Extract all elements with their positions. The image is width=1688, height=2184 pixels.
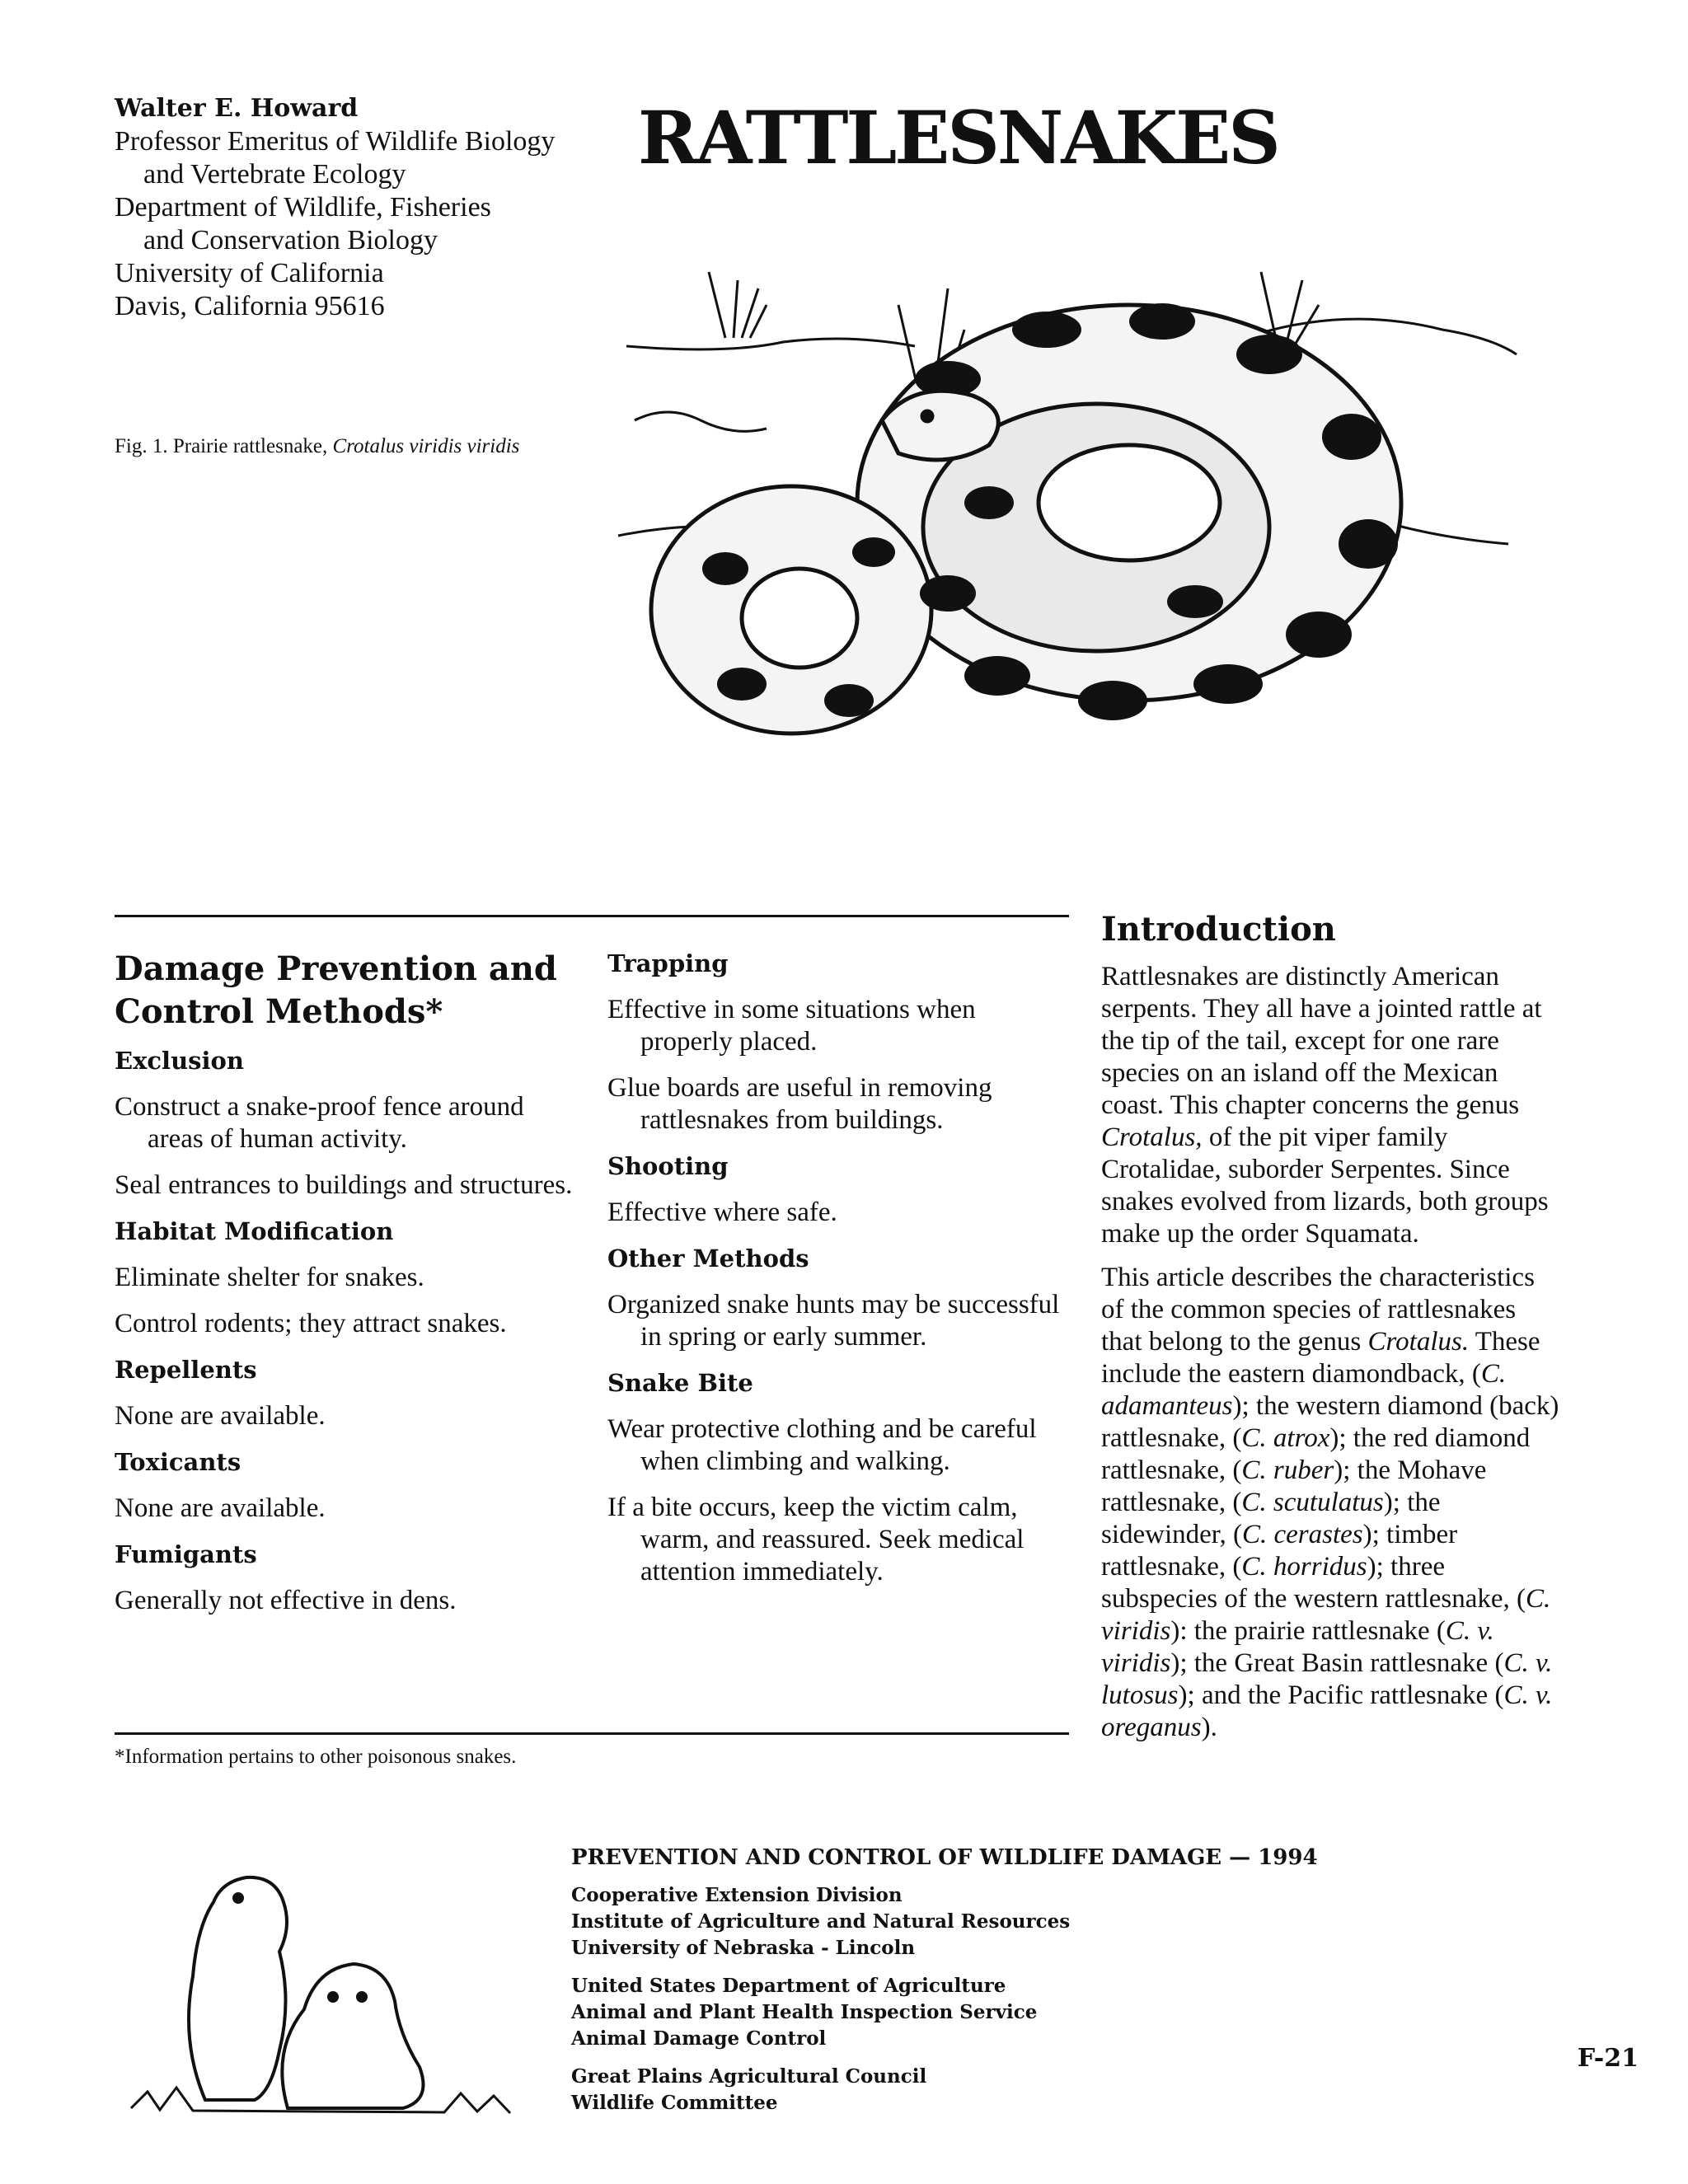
- exclusion-item: Seal entrances to buildings and structures.: [115, 1170, 573, 1200]
- trapping-item: Effective in some situations when properly placed.: [607, 995, 976, 1057]
- prairie-dog-illustration: [115, 1836, 527, 2133]
- publisher-line: Wildlife Committee: [571, 2092, 778, 2114]
- publisher-line: Animal and Plant Health Inspection Service: [571, 2001, 1038, 2023]
- shooting-item: Effective where safe.: [607, 1197, 837, 1227]
- methods-heading: [115, 948, 576, 1033]
- snake-bite-item: Wear protective clothing and be careful when climbing and walking.: [607, 1414, 1037, 1476]
- other-methods-title: Other Methods: [607, 1244, 809, 1272]
- section-rule-bottom: [115, 1732, 1069, 1735]
- author-block: [115, 92, 626, 323]
- author-dept-line: Department of Wildlife, Fisheries: [115, 192, 491, 223]
- habitat-title: Habitat Modification: [115, 1217, 394, 1245]
- snake-bite-title: Snake Bite: [607, 1369, 753, 1397]
- snake-head: [882, 391, 998, 460]
- section-rule-top: [115, 915, 1069, 917]
- caption-text: Fig. 1. Prairie rattlesnake,: [115, 435, 333, 457]
- exclusion-title: Exclusion: [115, 1047, 244, 1075]
- figure-caption: [115, 435, 519, 458]
- trapping-title: Trapping: [607, 949, 729, 977]
- methods-heading-line: Control Methods*: [115, 992, 443, 1031]
- repellents-title: Repellents: [115, 1356, 257, 1384]
- publisher-group: [571, 1882, 1318, 1961]
- repellents-item: None are available.: [115, 1401, 326, 1431]
- introduction-paragraph: This article describes the characteristics of the common species of rattlesnakes that belong to the genus Crotalus. These include the eastern diamondback, (C. adamanteus); the western diamond (back) rattlesnake, (C. atrox); the red diamond rattlesnake, (C. ruber); the Mohave rattlesnake, (C. scutulatus); the sidewinder, (C. cerastes); timber rattlesnake, (C. horridus); three subspecies of the western rattlesnake, (C. viridis): the prairie rattlesnake (C. v. viridis); the Great Basin rattlesnake (C. v. lutosus); and the Pacific rattlesnake (C. v. oreganus).: [1101, 1263, 1559, 1742]
- toxicants-title: Toxicants: [115, 1448, 241, 1476]
- shooting-title: Shooting: [607, 1152, 729, 1180]
- introduction-heading: Introduction: [1101, 910, 1336, 949]
- page-title: RATTLESNAKES: [638, 95, 1278, 180]
- publisher-group: [571, 2064, 1318, 2116]
- publisher-line: Great Plains Agricultural Council: [571, 2065, 927, 2088]
- publication-header: PREVENTION AND CONTROL OF WILDLIFE DAMAGE — 1994: [571, 1845, 1318, 1870]
- publication-block: [571, 1844, 1318, 2128]
- methods-heading-line: Damage Prevention and: [115, 949, 557, 988]
- author-dept-line: and Conservation Biology: [143, 225, 438, 255]
- author-address: Davis, California 95616: [115, 291, 385, 321]
- footnote: *Information pertains to other poisonous snakes.: [115, 1746, 517, 1768]
- prairie-dog-sitting: [282, 1964, 423, 2108]
- trapping-item: Glue boards are useful in removing rattlesnakes from buildings.: [607, 1073, 992, 1135]
- toxicants-item: None are available.: [115, 1493, 326, 1523]
- author-university: University of California: [115, 258, 384, 288]
- publisher-line: University of Nebraska - Lincoln: [571, 1937, 916, 1959]
- habitat-item: Eliminate shelter for snakes.: [115, 1263, 424, 1292]
- introduction-paragraph: Rattlesnakes are distinctly American serpents. They all have a jointed rattle at the tip of the tail, except for one rare species on an island off the Mexican coast. This chapter concerns the genus Crotalus, of the pit viper family Crotalidae, suborder Serpentes. Since snakes evolved from lizards, both groups make up the order Squamata.: [1101, 962, 1549, 1249]
- page-number: F-21: [1577, 2044, 1639, 2073]
- habitat-item: Control rodents; they attract snakes.: [115, 1309, 507, 1338]
- introduction-column: [1101, 908, 1563, 1755]
- methods-column-left: [115, 948, 576, 1631]
- methods-column-middle: [607, 948, 1069, 1602]
- publisher-line: Cooperative Extension Division: [571, 1884, 903, 1906]
- fumigants-item: Generally not effective in dens.: [115, 1586, 457, 1615]
- fumigants-title: Fumigants: [115, 1540, 257, 1568]
- publisher-line: United States Department of Agriculture: [571, 1975, 1006, 1997]
- caption-species: Crotalus viridis viridis: [332, 435, 520, 457]
- snake-bite-item: If a bite occurs, keep the victim calm, warm, and reassured. Seek medical attention immediately.: [607, 1493, 1025, 1586]
- rattlesnake-illustration: [602, 255, 1541, 832]
- exclusion-item: Construct a snake-proof fence around areas of human activity.: [115, 1092, 524, 1154]
- author-title-line: and Vertebrate Ecology: [143, 159, 406, 190]
- publisher-line: Institute of Agriculture and Natural Resources: [571, 1910, 1071, 1933]
- publisher-line: Animal Damage Control: [571, 2027, 827, 2050]
- author-title-line: Professor Emeritus of Wildlife Biology: [115, 126, 556, 157]
- publisher-group: [571, 1973, 1318, 2052]
- author-name: Walter E. Howard: [115, 94, 359, 123]
- prairie-dog-standing: [189, 1877, 287, 2100]
- other-methods-item: Organized snake hunts may be successful in spring or early summer.: [607, 1290, 1060, 1352]
